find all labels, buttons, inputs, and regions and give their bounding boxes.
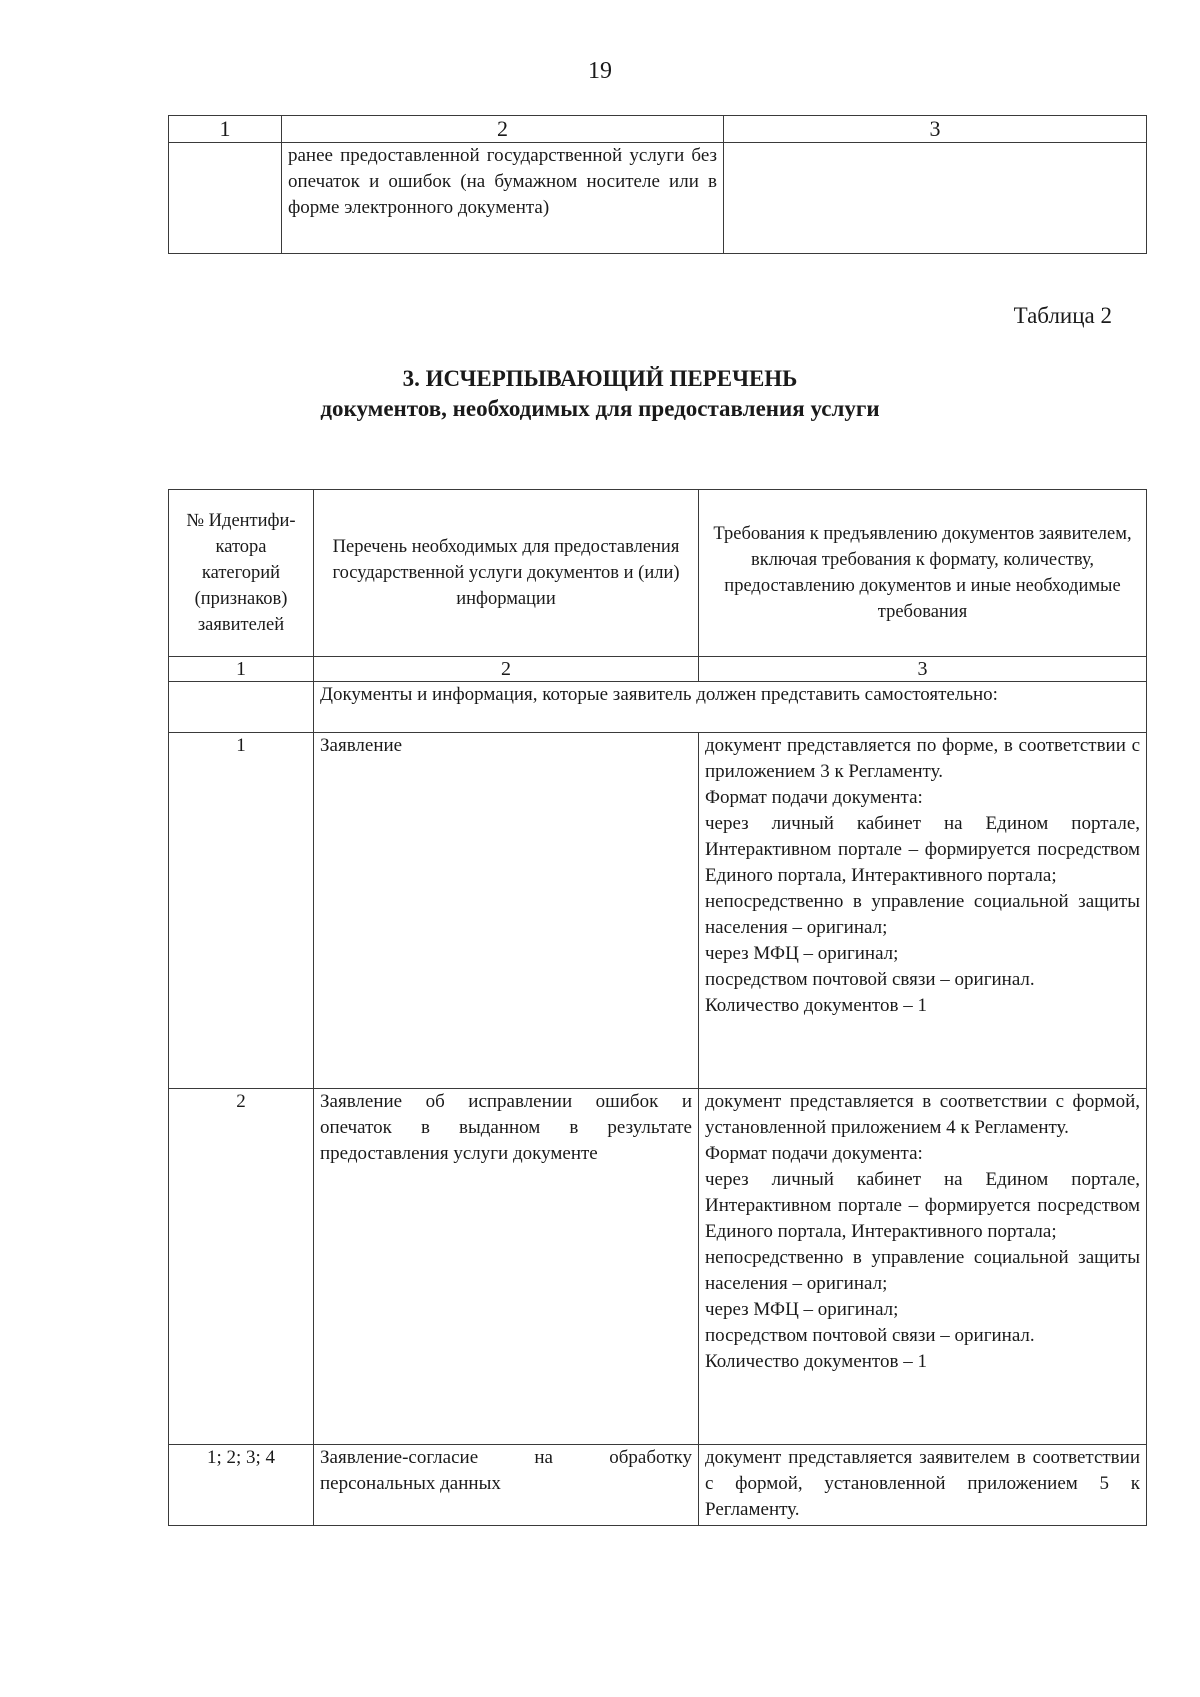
document-name: Заявление об исправлении ошибок и опечаток в выданном в результате предоставления услуги документе	[314, 1089, 699, 1445]
table-header: Перечень необходимых для предоставления государственной услуги документов и (или) информации	[314, 490, 699, 657]
column-number: 2	[282, 116, 724, 143]
requirement-line: посредством почтовой связи – оригинал.	[705, 1325, 1035, 1346]
requirement-line: через МФЦ – оригинал;	[705, 1299, 899, 1320]
table-header-row	[169, 490, 1147, 657]
requirement-line: документ представляется по форме, в соответствии с приложением 3 к Регламенту.	[705, 735, 1140, 782]
requirement-line: Количество документов – 1	[705, 1351, 927, 1372]
requirement-line: Количество документов – 1	[705, 995, 927, 1016]
document-name: Заявление	[314, 733, 699, 1089]
table-row	[169, 733, 1147, 1089]
section-subtitle: документов, необходимых для предоставления услуги	[320, 396, 880, 421]
requirement-line: документ представляется в соответствии с формой, установленной приложением 4 к Регламенту.	[705, 1091, 1140, 1138]
category-id: 2	[169, 1089, 314, 1445]
requirement-line: через личный кабинет на Едином портале, Интерактивном портале – формируется посредством Единого портала, Интерактивного портала;	[705, 1169, 1140, 1242]
requirements-cell	[699, 1089, 1147, 1445]
page-number: 19	[588, 58, 612, 84]
document-name: Заявление-согласие на обработку персональных данных	[314, 1445, 699, 1526]
continuation-table	[168, 115, 1147, 254]
table-cell	[169, 682, 314, 733]
requirement-line: посредством почтовой связи – оригинал.	[705, 969, 1035, 990]
requirements-cell	[699, 733, 1147, 1089]
requirement-line: через МФЦ – оригинал;	[705, 943, 899, 964]
table-cell	[169, 143, 282, 254]
section-title: 3. ИСЧЕРПЫВАЮЩИЙ ПЕРЕЧЕНЬ	[402, 366, 798, 391]
documents-table	[168, 489, 1147, 1526]
table-header: Требования к предъявлению документов заявителем, включая требования к формату, количеству, предоставлению документов и иные необходимые требования	[699, 490, 1147, 657]
table-header: № Идентифи-катора категорий (признаков) заявителей	[169, 490, 314, 657]
column-number: 3	[699, 657, 1147, 682]
requirements-cell	[699, 1445, 1147, 1526]
requirement-line: Формат подачи документа:	[705, 1143, 923, 1164]
section-row-text: Документы и информация, которые заявитель должен представить самостоятельно:	[314, 682, 1147, 733]
column-number: 3	[724, 116, 1147, 143]
table-label: Таблица 2	[1013, 303, 1112, 328]
section-row	[169, 682, 1147, 733]
column-number: 1	[169, 657, 314, 682]
category-id: 1	[169, 733, 314, 1089]
column-number: 1	[169, 116, 282, 143]
table-row	[169, 1089, 1147, 1445]
requirement-line: непосредственно в управление социальной защиты населения – оригинал;	[705, 1247, 1140, 1294]
table-cell	[724, 143, 1147, 254]
requirement-line: через личный кабинет на Едином портале, Интерактивном портале – формируется посредством Единого портала, Интерактивного портала;	[705, 813, 1140, 886]
table-row	[169, 143, 1147, 254]
requirement-line: Формат подачи документа:	[705, 787, 923, 808]
column-number: 2	[314, 657, 699, 682]
column-number-row	[169, 116, 1147, 143]
table-row	[169, 1445, 1147, 1526]
category-id: 1; 2; 3; 4	[169, 1445, 314, 1526]
requirement-line: документ представляется заявителем в соответствии с формой, установленной приложением 5 к Регламенту.	[705, 1447, 1140, 1520]
requirement-line: непосредственно в управление социальной защиты населения – оригинал;	[705, 891, 1140, 938]
column-number-row	[169, 657, 1147, 682]
table-cell: ранее предоставленной государственной услуги без опечаток и ошибок (на бумажном носителе или в форме электронного документа)	[282, 143, 724, 254]
